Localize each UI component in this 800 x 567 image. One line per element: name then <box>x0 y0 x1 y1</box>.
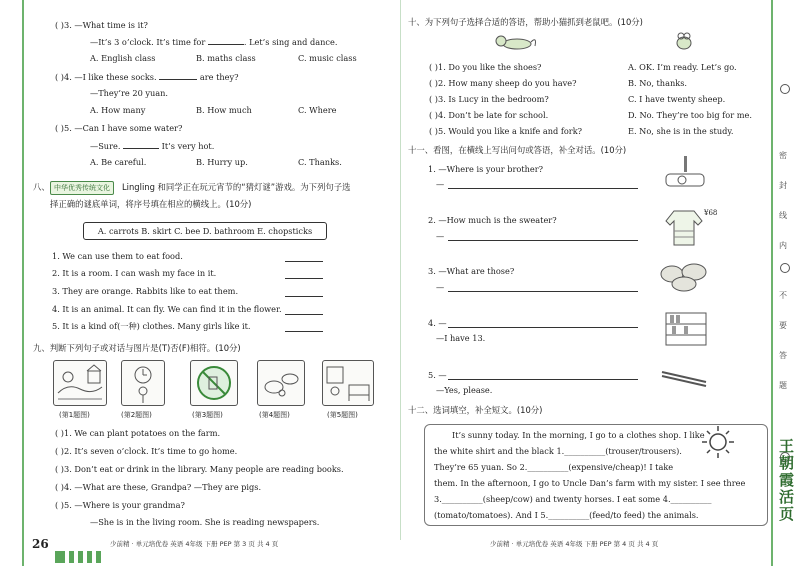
brand-logo: 王朝霞活页 <box>779 437 795 523</box>
section12-title: 十二、选词填空，补全短文。(10分) <box>408 405 543 415</box>
s10-question-5: ( )5. Would you like a knife and fork? <box>429 126 583 136</box>
q4-option-c: C. Where <box>298 105 337 115</box>
mouse-icon <box>672 30 696 52</box>
section9-title: 九、判断下列句子或对话与图片是(T)否(F)相符。(10分) <box>33 343 241 353</box>
s8-item-2: 2. It is a room. I can wash my face in it. <box>52 268 217 278</box>
clock-picture <box>121 360 165 406</box>
pigs-picture <box>257 360 305 406</box>
s10-question-1: ( )1. Do you like the shoes? <box>429 62 542 72</box>
decorative-bars <box>55 548 115 567</box>
right-border <box>771 0 773 566</box>
s10-question-3: ( )3. Is Lucy in the bedroom? <box>429 94 549 104</box>
q3-option-a: A. English class <box>90 53 156 63</box>
s10-answer-e: E. No, she is in the study. <box>628 126 734 136</box>
farm-picture <box>53 360 107 406</box>
q5-option-a: A. Be careful. <box>90 157 147 167</box>
binding-hole-middle <box>780 263 790 273</box>
q3-line2: —It’s 3 o’clock. It’s time for . Let’s sing and dance. <box>90 37 338 47</box>
q3-option-b: B. maths class <box>196 53 256 63</box>
q4-option-a: A. How many <box>90 105 146 115</box>
living-room-picture <box>322 360 374 406</box>
s11-item-3-a: — <box>436 282 445 292</box>
passage-line-1: It’s sunny today. In the morning, I go to a clothes shop. I like <box>452 430 705 440</box>
caption-1: (第1题图) <box>59 411 90 419</box>
page-number: 26 <box>32 537 49 551</box>
s11-item-2-q: 2. —How much is the sweater? <box>428 215 557 225</box>
section11-title: 十一、看图，在横线上写出问句或答语，补全对话。(10分) <box>408 145 627 155</box>
s8-item-4: 4. It is an animal. It can fly. We can find it in the flower. <box>52 304 282 314</box>
s8-answer-line-5[interactable] <box>285 330 323 332</box>
s8-answer-line-1[interactable] <box>285 260 323 262</box>
s10-answer-c: C. I have twenty sheep. <box>628 94 726 104</box>
s9-item-5: ( )5. —Where is your grandma? <box>55 500 185 510</box>
passage-line-6: (tomato/tomatoes). And I 5.__________(feed/to feed) the animals. <box>434 510 699 520</box>
sun-icon <box>698 424 738 460</box>
bookshelf-picture <box>664 311 708 347</box>
s10-question-2: ( )2. How many sheep do you have? <box>429 78 577 88</box>
cat-icon <box>493 32 539 52</box>
s9-item-3: ( )3. Don’t eat or drink in the library. Many people are reading books. <box>55 464 344 474</box>
s11-answer-line-5[interactable] <box>448 378 638 380</box>
s8-answer-line-3[interactable] <box>285 295 323 297</box>
center-divider <box>400 0 401 540</box>
passage-line-2: the white shirt and the black 1.__________(trouser/trousers). <box>434 446 682 456</box>
passage-line-5: 3.__________(sheep/cow) and twenty horses. I eat some 4.__________ <box>434 494 712 504</box>
margin-char-3: 线 <box>779 211 787 220</box>
q5-option-b: B. Hurry up. <box>196 157 248 167</box>
s9-item-4: ( )4. —What are these, Grandpa? —They are pigs. <box>55 482 262 492</box>
caption-4: (第4题图) <box>259 411 290 419</box>
q4-stem: ( )4. —I like these socks. are they? <box>55 72 239 82</box>
caption-3: (第3题图) <box>192 411 223 419</box>
s8-item-1: 1. We can use them to eat food. <box>52 251 183 261</box>
s11-answer-line-4[interactable] <box>448 326 638 328</box>
s11-item-1-q: 1. —Where is your brother? <box>428 164 544 174</box>
s9-item-2: ( )2. It’s seven o’clock. It’s time to go home. <box>55 446 238 456</box>
s10-question-4: ( )4. Don’t be late for school. <box>429 110 549 120</box>
culture-badge: 中华优秀传统文化 <box>50 181 114 195</box>
q5-stem: ( )5. —Can I have some water? <box>55 123 183 133</box>
s10-answer-b: B. No, thanks. <box>628 78 688 88</box>
s8-item-3: 3. They are orange. Rabbits like to eat them. <box>52 286 239 296</box>
q3-option-c: C. music class <box>298 53 357 63</box>
margin-char-6: 要 <box>779 321 787 330</box>
margin-char-8: 题 <box>779 381 787 390</box>
s11-item-4-a: —I have 13. <box>436 333 486 343</box>
section8-word-options: A. carrots B. skirt C. bee D. bathroom E. chopsticks <box>83 222 327 240</box>
section8-title: Lingling 和同学正在玩元宵节的“猜灯谜”游戏。为下列句子选 <box>122 182 351 192</box>
s10-answer-a: A. OK. I’m ready. Let’s go. <box>628 62 737 72</box>
q4-option-b: B. How much <box>196 105 252 115</box>
s9-item-1: ( )1. We can plant potatoes on the farm. <box>55 428 221 438</box>
potatoes-picture <box>660 260 708 294</box>
margin-char-5: 不 <box>779 291 787 300</box>
s11-item-2-a: — <box>436 231 445 241</box>
caption-2: (第2题图) <box>121 411 152 419</box>
left-footer: 少前精 · 单元培优卷 英语 4年级 下册 PEP 第 3 页 共 4 页 <box>110 540 279 548</box>
s11-answer-line-2[interactable] <box>448 239 638 241</box>
s11-answer-line-1[interactable] <box>448 187 638 189</box>
section8-title-line2: 择正确的谜底单词，将序号填在相应的横线上。(10分) <box>50 199 252 209</box>
bathroom-picture <box>664 152 708 192</box>
s8-item-5: 5. It is a kind of(一种) clothes. Many girls like it. <box>52 321 251 331</box>
section10-title: 十、为下列句子选择合适的答语，帮助小猫抓到老鼠吧。(10分) <box>408 17 643 27</box>
binding-hole-top <box>780 84 790 94</box>
s11-item-5-a: —Yes, please. <box>436 385 493 395</box>
q3-stem: ( )3. —What time is it? <box>55 20 148 30</box>
section8-number: 八、 <box>33 182 50 192</box>
q5-option-c: C. Thanks. <box>298 157 342 167</box>
s11-item-3-q: 3. —What are those? <box>428 266 515 276</box>
s11-item-1-a: — <box>436 179 445 189</box>
s11-item-5-q: 5. — <box>428 370 447 380</box>
s11-item-4-q: 4. — <box>428 318 447 328</box>
passage-line-4: them. In the afternoon, I go to Uncle Dan’s farm with my sister. I see three <box>434 478 746 488</box>
price-tag: ¥68 <box>704 209 718 217</box>
s8-answer-line-4[interactable] <box>285 313 323 315</box>
margin-char-7: 答 <box>779 351 787 360</box>
s9-item-5-line2: —She is in the living room. She is reading newspapers. <box>90 517 320 527</box>
right-footer: 少前精 · 单元培优卷 英语 4年级 下册 PEP 第 4 页 共 4 页 <box>490 540 659 548</box>
chopsticks-picture <box>660 368 708 390</box>
s8-answer-line-2[interactable] <box>285 277 323 279</box>
passage-line-3: They’re 65 yuan. So 2.__________(expensive/cheap)! I take <box>434 462 674 472</box>
left-border <box>22 0 24 566</box>
caption-5: (第5题图) <box>327 411 358 419</box>
margin-char-4: 内 <box>779 241 787 250</box>
q5-line2: —Sure. It’s very hot. <box>90 141 215 151</box>
s10-answer-d: D. No. They’re too big for me. <box>628 110 752 120</box>
s11-answer-line-3[interactable] <box>448 290 638 292</box>
margin-char-2: 封 <box>779 181 787 190</box>
q4-line2: —They’re 20 yuan. <box>90 88 169 98</box>
no-eating-sign-picture <box>190 360 238 406</box>
margin-char-1: 密 <box>779 151 787 160</box>
sweater-picture <box>664 207 704 249</box>
